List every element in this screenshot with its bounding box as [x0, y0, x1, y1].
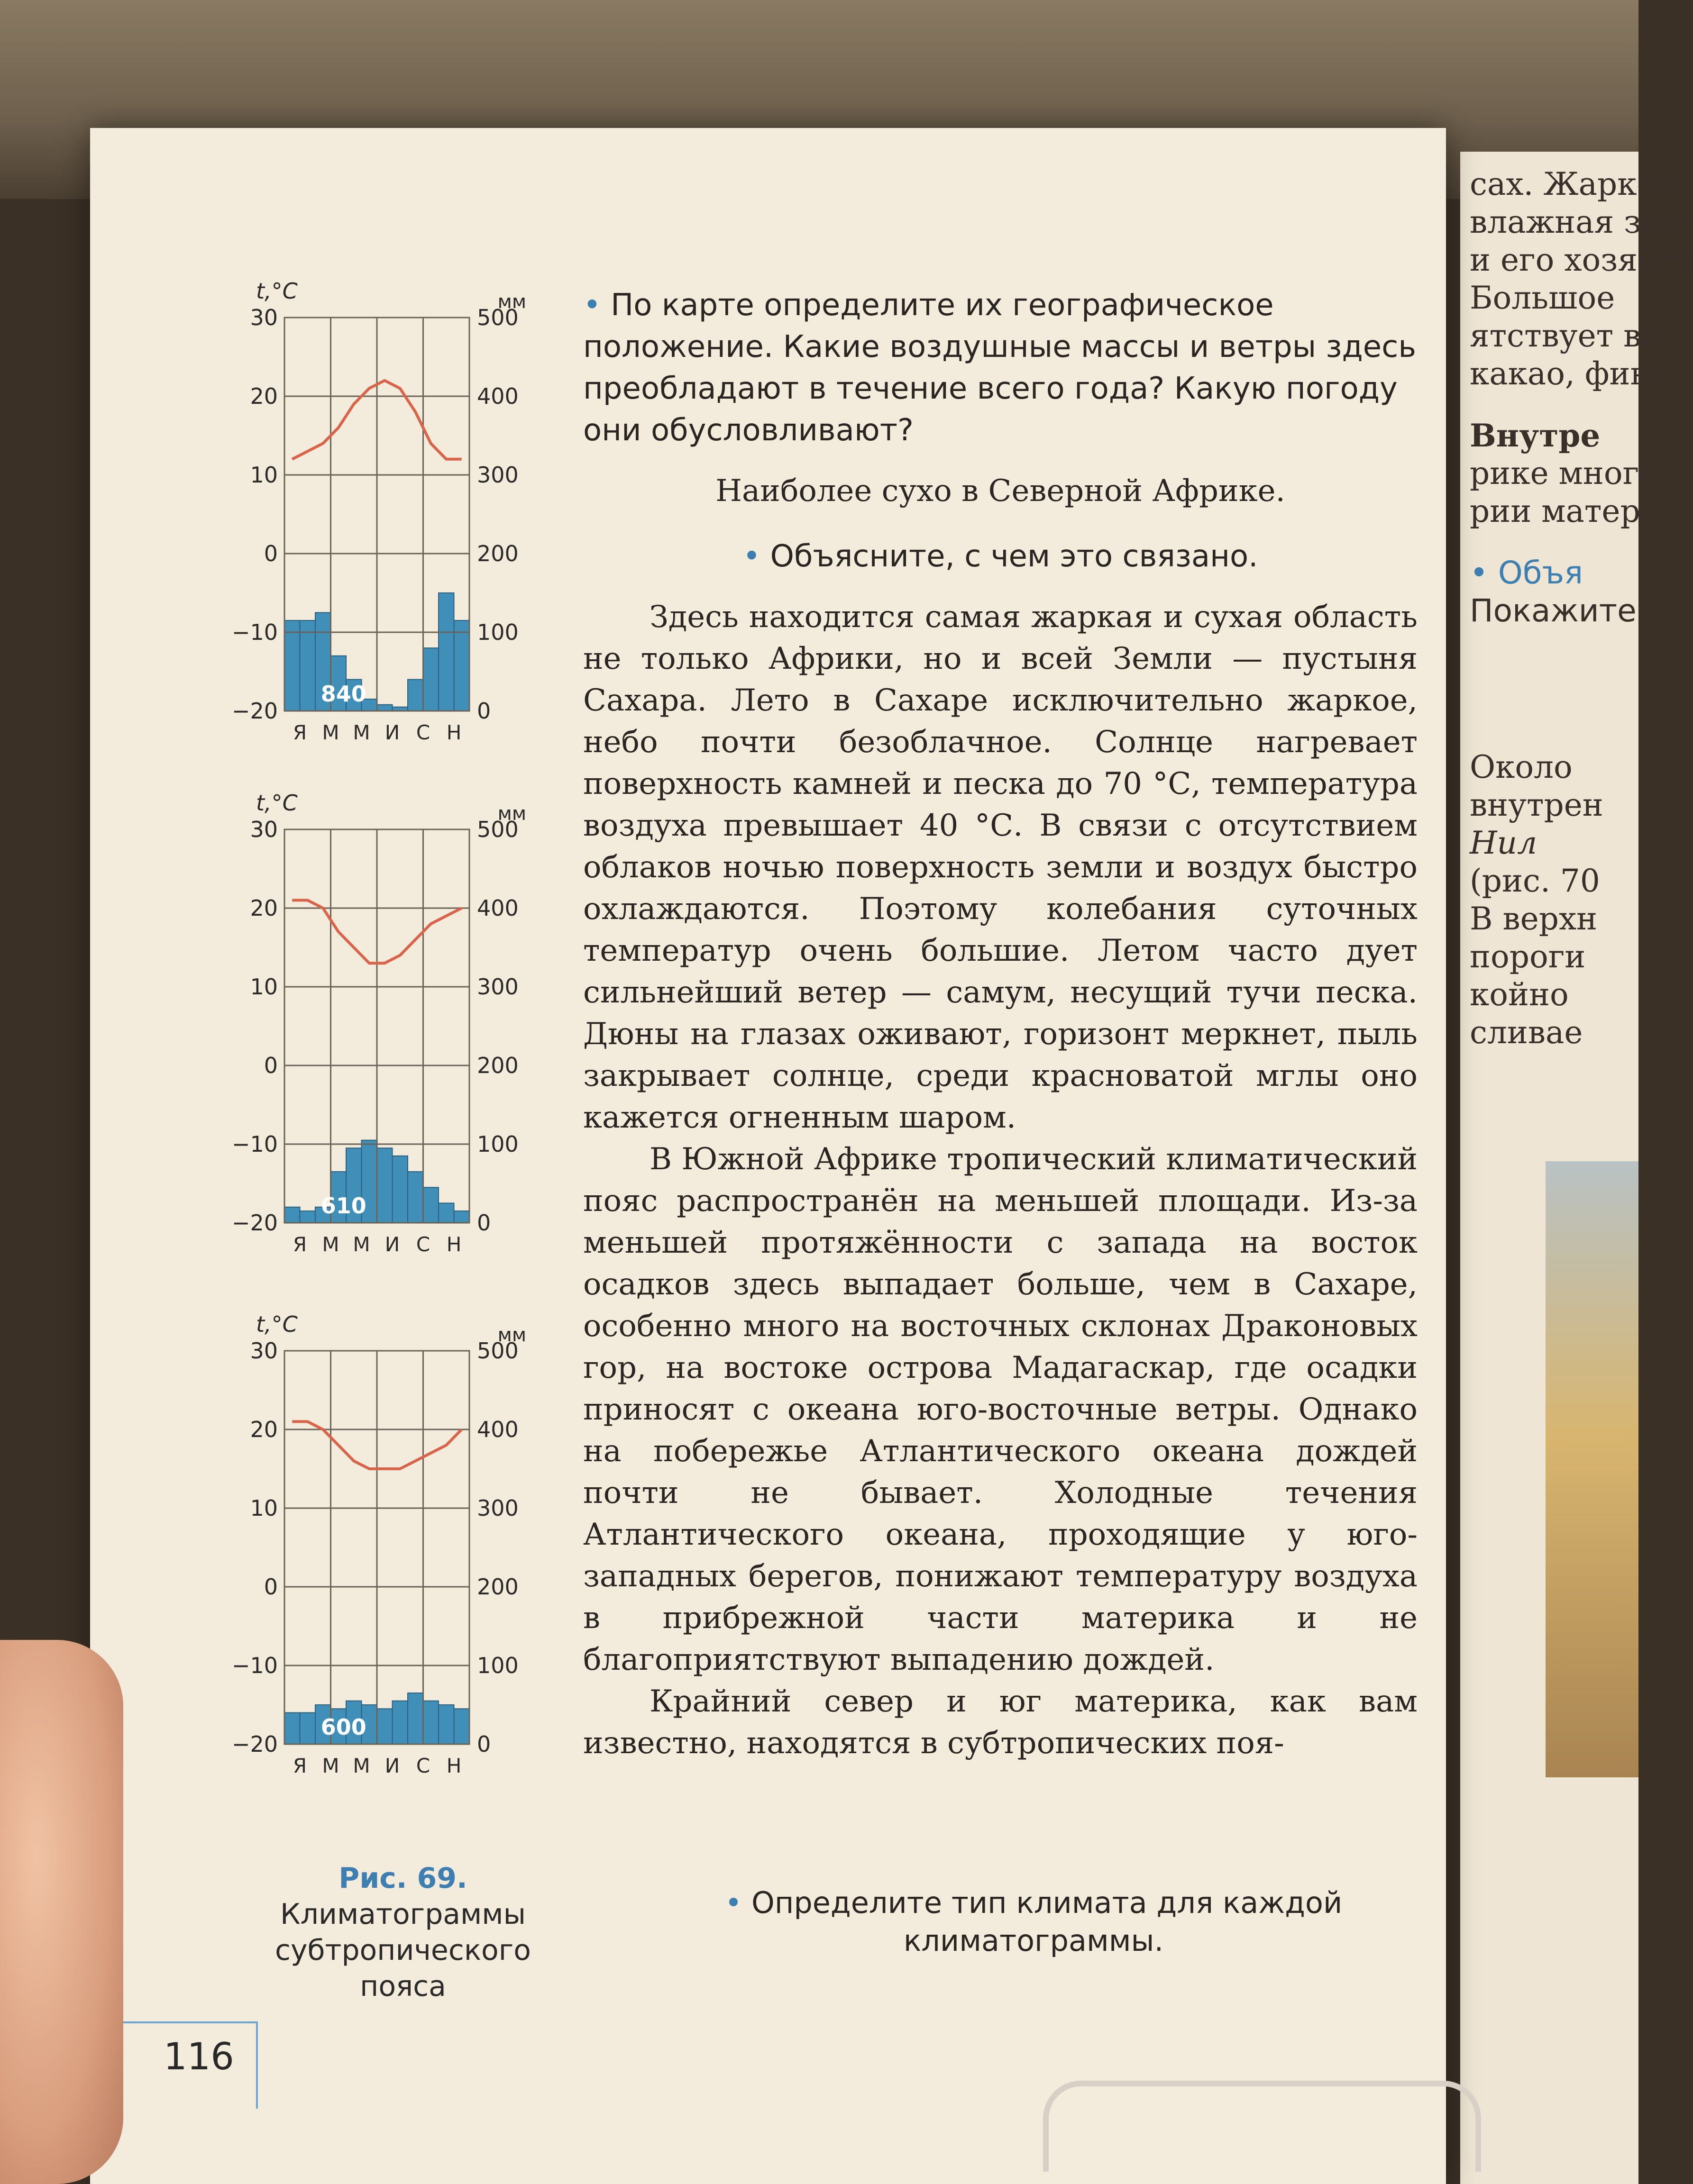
temp-tick-label: −10 [231, 619, 278, 645]
main-text [583, 284, 1418, 1764]
month-tick-label: Н [446, 1754, 462, 1777]
temp-tick-label: 0 [264, 1574, 278, 1600]
month-tick-label: М [353, 721, 370, 744]
facing-line: сах. Жаркое [1470, 166, 1675, 202]
precip-tick-label: 100 [477, 1131, 519, 1157]
temp-tick-label: 20 [250, 383, 278, 409]
precip-bar [377, 705, 393, 711]
temp-tick-label: 10 [250, 462, 278, 488]
facing-line: какао, фини [1470, 355, 1672, 392]
paragraph-subtropics: Крайний север и юг материка, как вам известно, находятся в субтропических поя- [583, 1684, 1418, 1761]
precip-axis-label: мм [497, 1324, 526, 1346]
temp-tick-label: −10 [231, 1653, 278, 1678]
climatogram-2 [199, 782, 569, 1270]
precip-bar [284, 1207, 300, 1223]
precip-bar [300, 1713, 316, 1744]
temp-tick-label: −10 [231, 1131, 278, 1157]
precip-tick-label: 500 [477, 817, 519, 842]
month-tick-label: С [416, 1754, 430, 1777]
precip-tick-label: 0 [477, 698, 491, 724]
question-3: • Определите тип климата для каждой климатограммы. [702, 1884, 1365, 1960]
precip-bar [408, 1172, 423, 1223]
precip-bar [408, 1693, 423, 1744]
page-number: 116 [164, 2036, 234, 2078]
facing-page-photo [1546, 1161, 1638, 1777]
climatogram-1 [199, 270, 569, 758]
precip-tick-label: 500 [477, 305, 519, 330]
question-1: • По карте определите их географическое положение. Какие воздушные массы и ветры здесь преобладают в течение всего года? Какую погоду они обусловливают? [583, 284, 1418, 451]
month-tick-label: М [353, 1754, 370, 1777]
facing-line: Около [1470, 749, 1573, 785]
precip-tick-label: 0 [477, 1731, 491, 1757]
month-tick-label: М [353, 1233, 370, 1256]
precip-tick-label: 100 [477, 1653, 519, 1678]
climatogram-3 [199, 1303, 569, 1792]
temp-tick-label: 20 [250, 895, 278, 921]
annual-precip-total: 610 [320, 1193, 366, 1219]
annual-precip-total: 600 [320, 1714, 366, 1740]
month-tick-label: Н [446, 721, 462, 744]
month-tick-label: М [322, 1233, 339, 1256]
temp-axis-label: t,°C [256, 278, 298, 304]
temp-tick-label: 0 [264, 1053, 278, 1078]
month-tick-label: Н [446, 1233, 462, 1256]
facing-line: (рис. 70 [1470, 863, 1600, 899]
precip-bar [423, 1187, 439, 1223]
month-tick-label: С [416, 1233, 430, 1256]
note-dry-north: Наиболее сухо в Северной Африке. [715, 473, 1285, 509]
precip-bar [439, 1705, 454, 1744]
precip-bar [377, 1148, 393, 1223]
precip-bar [439, 1203, 454, 1223]
facing-line: Покажите [1470, 592, 1637, 629]
temp-tick-label: 30 [250, 1338, 278, 1364]
precip-bar [393, 1701, 408, 1744]
precip-tick-label: 100 [477, 619, 519, 645]
facing-line: Нил [1470, 825, 1537, 861]
precip-bar [439, 593, 454, 711]
precip-tick-label: 200 [477, 541, 519, 566]
precip-tick-label: 400 [477, 895, 519, 921]
facing-line: койно [1470, 976, 1569, 1013]
precip-tick-label: 300 [477, 974, 519, 1000]
facing-line: ятствует вы [1470, 318, 1666, 354]
precip-bar [454, 620, 470, 711]
precip-tick-label: 400 [477, 383, 519, 409]
precip-bar [454, 1709, 470, 1744]
precip-bar [377, 1709, 393, 1744]
temp-tick-label: 10 [250, 1495, 278, 1521]
month-tick-label: Я [293, 1754, 307, 1777]
precip-tick-label: 0 [477, 1210, 491, 1236]
temp-tick-label: 30 [250, 817, 278, 842]
precip-axis-label: мм [497, 291, 526, 313]
facing-line: Большое [1470, 280, 1615, 316]
temp-tick-label: 30 [250, 305, 278, 330]
facing-line: В верхн [1470, 901, 1598, 937]
precip-bar [423, 648, 439, 711]
month-tick-label: Я [293, 721, 307, 744]
month-tick-label: И [384, 721, 400, 744]
book-stand [1043, 2081, 1481, 2172]
facing-line: пороги [1470, 938, 1586, 975]
facing-line: влажная зим [1470, 204, 1686, 240]
precip-bar [284, 1713, 300, 1744]
precip-tick-label: 300 [477, 1495, 519, 1521]
facing-line: рике много [1470, 455, 1658, 491]
precip-bar [393, 1156, 408, 1223]
temp-tick-label: −20 [231, 1731, 278, 1757]
paragraph-sahara: Здесь находится самая жаркая и сухая область не только Африки, но и всей Земли — пустыня Сахара. Лето в Сахаре исключительно жаркое, небо почти безоблачное. Солнце нагревает поверхность камней и песка до 70 °С, температура воздуха превышает 40 °С. В связи с отсутствием облаков ночью поверхность земли и воздух быстро охлаждаются. Поэтому колебания суточных температур очень большие. Летом часто дует сильнейший ветер — самум, несущий тучи песка. Дюны на глазах оживают, горизонт меркнет, пыль закрывает солнце, среди красноватой мглы оно кажется огненным шаром. [583, 600, 1418, 1135]
month-tick-label: М [322, 1754, 339, 1777]
precip-tick-label: 500 [477, 1338, 519, 1364]
precip-bar [408, 680, 423, 711]
precip-bar [300, 620, 316, 711]
month-tick-label: С [416, 721, 430, 744]
figure-caption-text: Климатограммы субтропического пояса [275, 1898, 531, 2003]
precip-axis-label: мм [497, 803, 526, 825]
facing-line: сливае [1470, 1014, 1583, 1051]
month-tick-label: И [384, 1233, 400, 1256]
temp-tick-label: 20 [250, 1417, 278, 1442]
temp-tick-label: 10 [250, 974, 278, 1000]
facing-line: и его хозяйст [1470, 242, 1693, 278]
facing-line: внутрен [1470, 787, 1603, 823]
temp-tick-label: 0 [264, 541, 278, 566]
precip-tick-label: 200 [477, 1574, 519, 1600]
figure-label: Рис. 69. [339, 1862, 467, 1895]
question-2: • Объясните, с чем это связано. [583, 536, 1418, 577]
annual-precip-total: 840 [320, 681, 366, 707]
hand-holding-book [0, 1640, 123, 2184]
precip-bar [454, 1211, 470, 1223]
figure-caption [228, 1860, 578, 2004]
precip-tick-label: 300 [477, 462, 519, 488]
facing-line: Внутре [1470, 417, 1601, 454]
paragraph-south-africa: В Южной Африке тропический климатический пояс распространён на меньшей площади. Из-за меньшей протяжённости с запада на восток осадков здесь выпадает больше, чем в Сахаре, особенно много на восточных склонах Драконовых гор, на востоке острова Мадагаскар, где осадки приносят с океана юго-восточные ветры. Однако на побережье Атлантического океана дождей почти не бывает. Холодные течения Атлантического океана, проходящие у юго-западных берегов, понижают температуру воздуха в прибрежной части материка и не благоприятствуют выпадению дождей. [583, 1142, 1418, 1677]
temp-tick-label: −20 [231, 1210, 278, 1236]
precip-tick-label: 400 [477, 1417, 519, 1442]
month-tick-label: И [384, 1754, 400, 1777]
precip-bar [423, 1701, 439, 1744]
facing-line: рии матер [1470, 493, 1640, 529]
facing-line: • Объя [1470, 555, 1583, 591]
temp-axis-label: t,°C [256, 1311, 298, 1337]
temp-tick-label: −20 [231, 698, 278, 724]
precip-bar [284, 620, 300, 711]
month-tick-label: Я [293, 1233, 307, 1256]
month-tick-label: М [322, 721, 339, 744]
precip-bar [300, 1211, 316, 1223]
precip-tick-label: 200 [477, 1053, 519, 1078]
temp-axis-label: t,°C [256, 790, 298, 816]
